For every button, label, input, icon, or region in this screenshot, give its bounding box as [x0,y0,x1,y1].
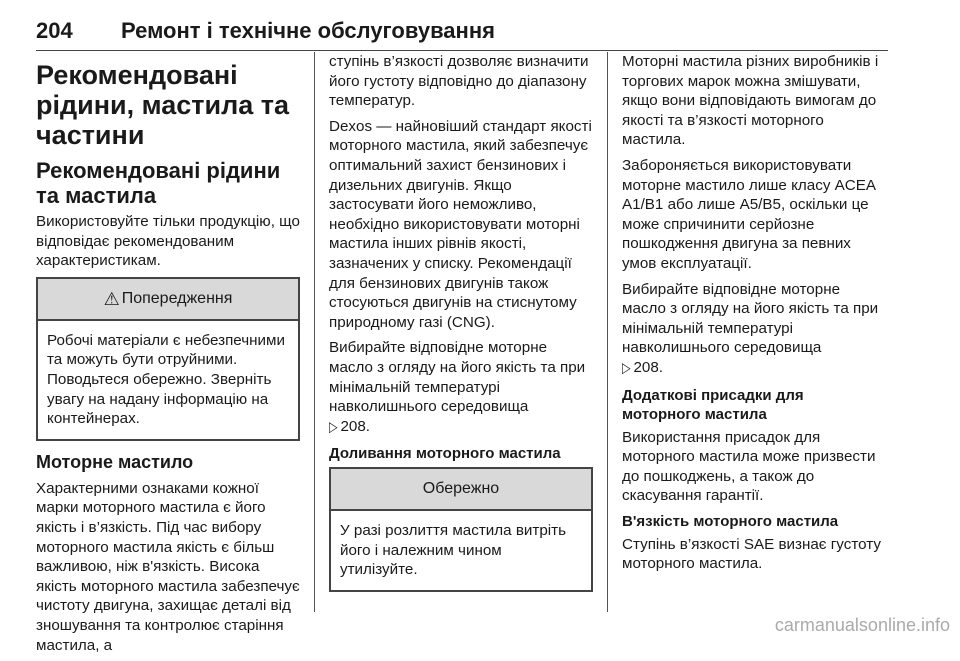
reference-arrow-icon: ▷ [622,360,631,377]
dexos-paragraph: Dexos — найновіший стандарт якості моторного мастила, який забезпечує оптимальний захист бензинових і дизельних двигунів. Якщо застосувати його неможливо, необхідно використовувати моторні мастила інших рівнів якості, зазначених у списку. Рекомендації для бензинових двигунів також стосуються двигунів на стиснутому природному газі (CNG). [329,117,592,331]
additives-paragraph: Використання присадок для моторного мастила може призвести до пошкоджень, а також до скасування гарантії. [622,428,876,505]
intro-paragraph: Використовуйте тільки продукцію, що відповідає рекомендованим характеристикам. [36,213,300,270]
select-oil-paragraph [622,280,886,380]
running-title: Ремонт і технічне обслуговування [121,18,495,43]
reference-arrow-icon: ▷ [329,419,338,436]
column-3 [622,52,886,580]
column-2 [329,52,593,602]
viscosity-heading: В'язкість моторного мастила [622,512,839,530]
caution-text: У разі розлиття мастила витріть його і належним чином утилізуйте. [340,522,567,579]
column-divider [607,52,608,612]
caution-box [329,467,593,592]
page-reference-number: 208. [633,358,664,376]
additives-heading: Додаткові присадки для моторного мастила [622,386,804,423]
engine-oil-heading: Моторне мастило [36,451,194,472]
warning-box-header [38,279,298,321]
warning-text: Робочі матеріали є небезпечними та можуть бути отруйними. Поводьтеся обережно. Зверніть увагу на надану інформацію на контейнерах. [47,331,285,428]
section-title: Рекомендовані рідини, мастила та частини [36,60,290,150]
viscosity-continuation: ступінь в’язкості дозволяє визначити його густоту відповідно до діапазону температур. [329,53,589,110]
topping-up-heading: Доливання моторного мастила [329,445,561,463]
select-oil-paragraph [329,338,593,438]
column-divider [314,52,315,612]
acea-paragraph: Забороняється використовувати моторне мастило лише класу ACEA A1/B1 або лише A5/B5, оскільки це може спричинити серйозне пошкодження двигуна за певних умов експлуатації. [622,156,876,272]
warning-triangle-icon: ⚠ [103,288,120,309]
select-oil-text: Вибирайте відповідне моторне масло з огляду на його якість та при мінімальній температурі навколишнього середовища [622,280,879,357]
page-reference-link[interactable] [329,418,370,435]
page-header [36,18,888,51]
warning-title: Попередження [121,289,233,307]
page-reference-link[interactable] [622,359,663,376]
caution-title: Обережно [422,480,500,498]
subsection-title: Рекомендовані рідини та мастила [36,158,281,208]
page-number: 204 [36,18,73,43]
caution-box-header [331,469,591,511]
mixing-oils-paragraph: Моторні мастила різних виробників і торгових марок можна змішувати, якщо вони відповідають вимогам до якості та в’язкості моторного мастила. [622,53,879,149]
warning-box [36,277,300,441]
page-reference-number: 208. [340,417,371,435]
select-oil-text: Вибирайте відповідне моторне масло з огляду на його якість та при мінімальній температурі навколишнього середовища [329,339,586,416]
viscosity-paragraph: Ступінь в’язкості SAE визнає густоту моторного мастила. [622,535,881,573]
column-1 [36,52,300,661]
engine-oil-paragraph: Характерними ознаками кожної марки моторного мастила є його якість і в’язкість. Під час вибору моторного мастила якість є більш важливою, ніж в'язкість. Висока якість моторного мастила забезпечує чистоту двигуна, захищає деталі від зношування та контролює старіння мастила, а [36,479,300,654]
watermark: carmanualsonline.info [774,615,950,635]
